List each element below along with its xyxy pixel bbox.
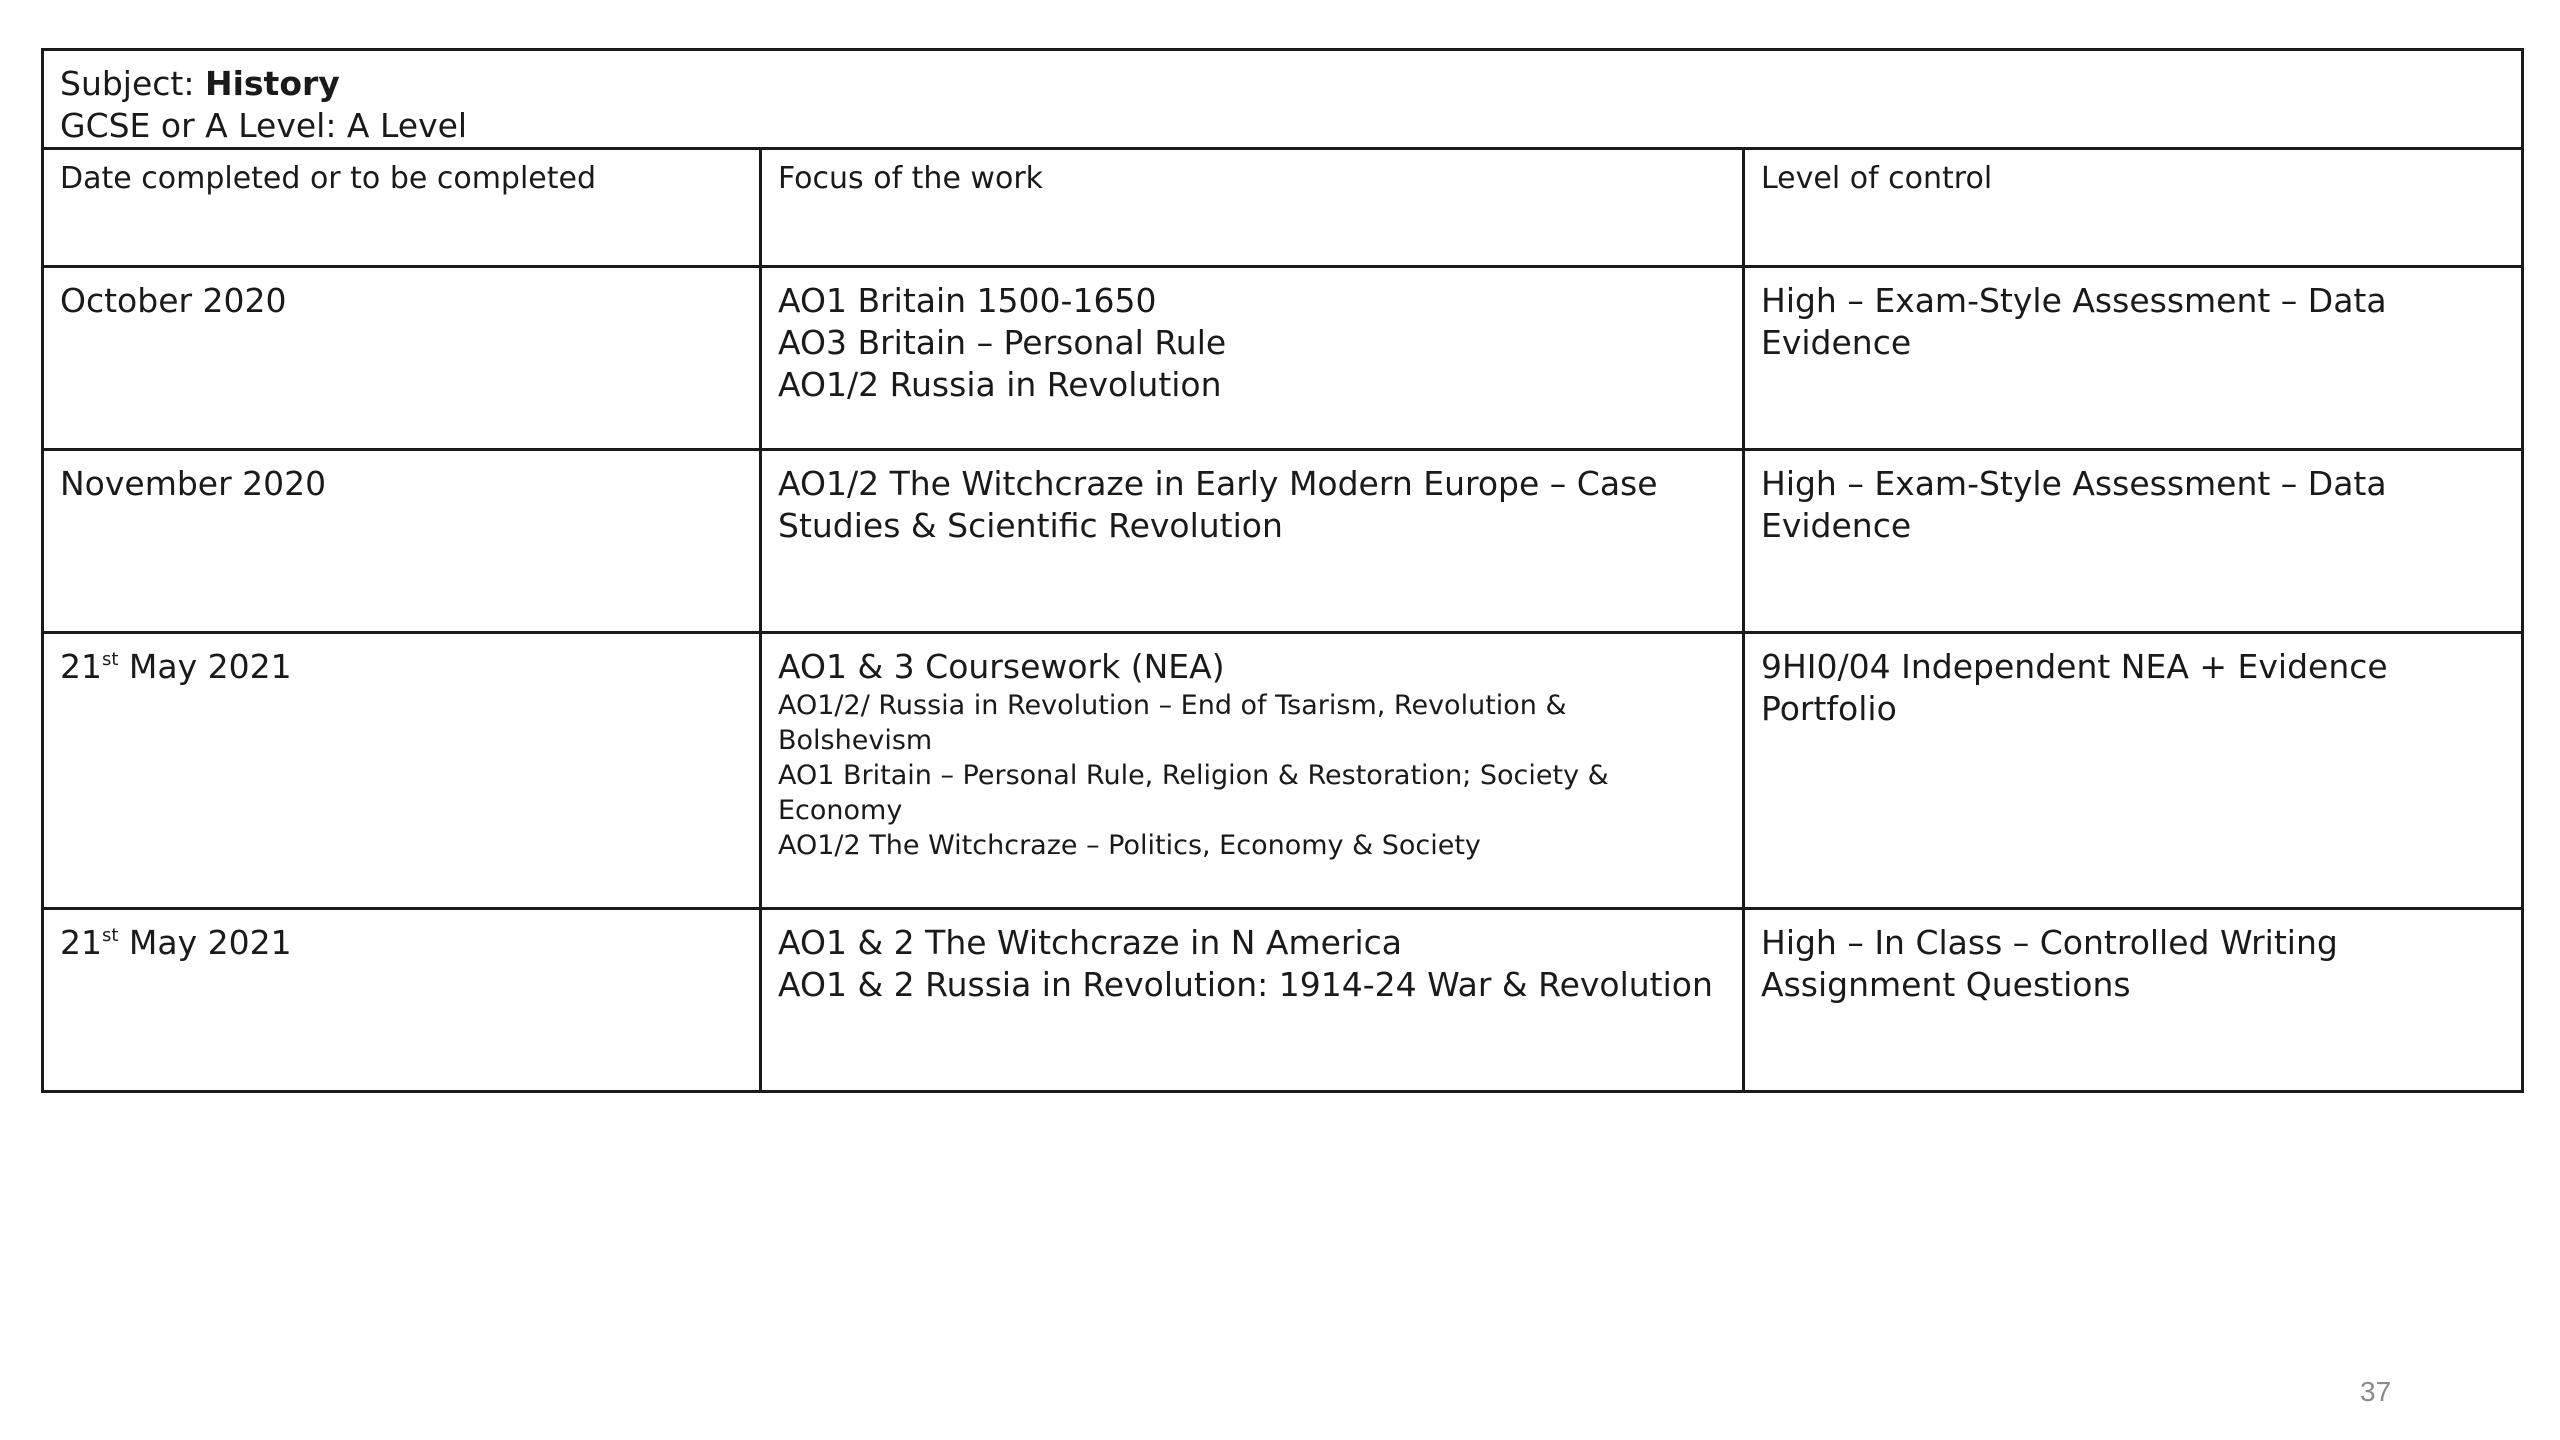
header-focus: Focus of the work (761, 149, 1744, 267)
subject-cell (43, 50, 2523, 149)
header-date: Date completed or to be completed (43, 149, 761, 267)
table-row (43, 633, 2523, 909)
table-row (43, 909, 2523, 1092)
table-row (43, 450, 2523, 633)
control-cell: High – Exam-Style Assessment – Data Evidence (1744, 267, 2523, 450)
focus-cell (761, 267, 1744, 450)
date-cell (43, 909, 761, 1092)
assessment-plan-table (41, 48, 2524, 1093)
table-header-row (43, 149, 2523, 267)
header-control: Level of control (1744, 149, 2523, 267)
date-rest: May 2021 (118, 923, 292, 962)
date-ordinal-suffix: st (102, 649, 119, 670)
focus-cell (761, 633, 1744, 909)
focus-line: AO1/2 Russia in Revolution (778, 365, 1222, 404)
subject-row (43, 50, 2523, 149)
date-day: 21 (60, 923, 102, 962)
date-cell: October 2020 (43, 267, 761, 450)
control-cell: High – Exam-Style Assessment – Data Evidence (1744, 450, 2523, 633)
focus-cell (761, 909, 1744, 1092)
focus-detail-line: AO1 Britain – Personal Rule, Religion & Restoration; Society & Economy (778, 760, 1609, 826)
date-day: 21 (60, 647, 102, 686)
focus-line: AO3 Britain – Personal Rule (778, 323, 1227, 362)
subject-line (60, 63, 2505, 105)
table-row (43, 267, 2523, 450)
control-cell: High – In Class – Controlled Writing Assignment Questions (1744, 909, 2523, 1092)
focus-detail-line: AO1/2/ Russia in Revolution – End of Tsarism, Revolution & Bolshevism (778, 690, 1567, 756)
subject-value: History (204, 64, 340, 103)
date-cell (43, 633, 761, 909)
date-ordinal-suffix: st (102, 925, 119, 946)
focus-detail-line: AO1/2 The Witchcraze – Politics, Economy & Society (778, 830, 1481, 861)
date-cell: November 2020 (43, 450, 761, 633)
subject-label: Subject: (60, 64, 205, 103)
date-rest: May 2021 (118, 647, 292, 686)
focus-line: AO1/2 The Witchcraze in Early Modern Europe – Case Studies & Scientific Revolution (778, 464, 1658, 545)
level-line: GCSE or A Level: A Level (60, 106, 468, 145)
focus-cell (761, 450, 1744, 633)
focus-line: AO1 Britain 1500-1650 (778, 281, 1157, 320)
page-number: 37 (2360, 1376, 2392, 1407)
control-cell: 9HI0/04 Independent NEA + Evidence Portfolio (1744, 633, 2523, 909)
focus-line: AO1 & 2 Russia in Revolution: 1914-24 War & Revolution (778, 965, 1713, 1004)
focus-title: AO1 & 3 Coursework (NEA) (778, 647, 1225, 686)
focus-line: AO1 & 2 The Witchcraze in N America (778, 923, 1403, 962)
